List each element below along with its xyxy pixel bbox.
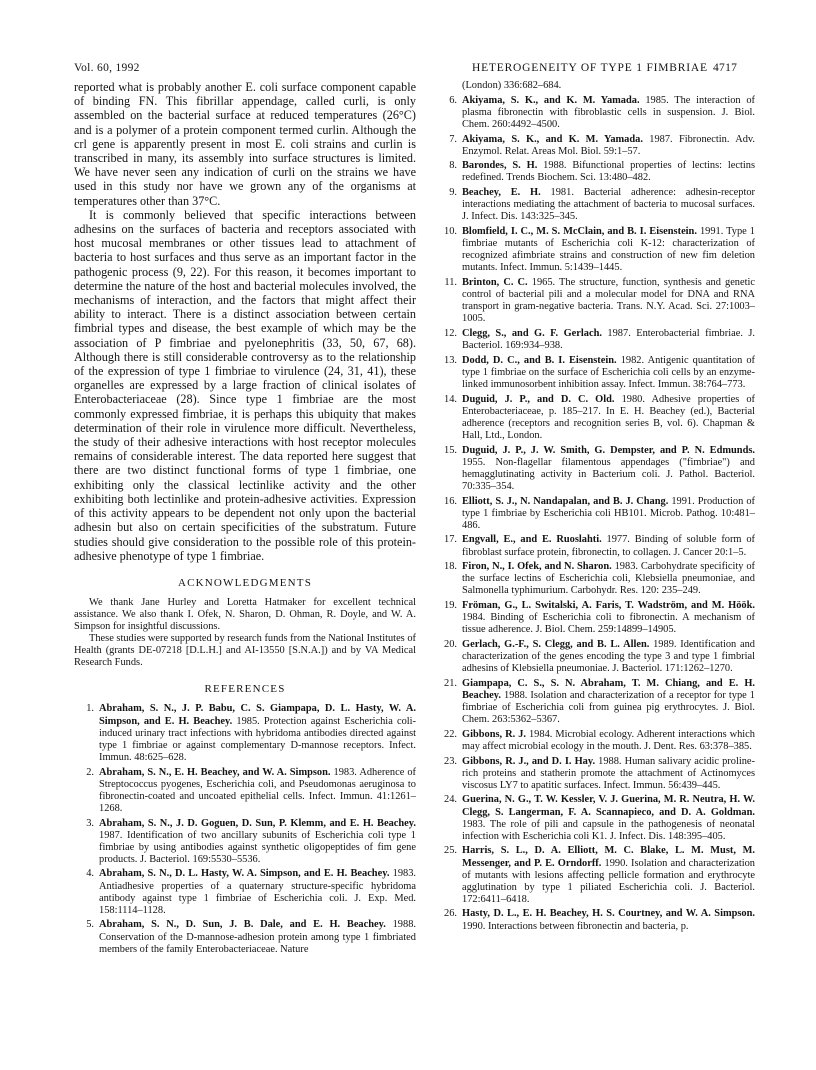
reference-number: 10. bbox=[444, 226, 457, 237]
reference-text bbox=[462, 328, 755, 352]
reference-text bbox=[99, 919, 416, 955]
reference-item bbox=[437, 756, 755, 792]
reference-details: 1991. Production of type 1 fimbriae by Escherichia coli HB101. Microb. Pathog. 10:481–486. bbox=[462, 495, 755, 531]
reference-details: 1977. Binding of soluble form of fibroblast surface protein, fibronectin, to collagen. J. Cancer 20:1–5. bbox=[462, 534, 755, 558]
reference-details: 1980. Adhesive properties of Enterobacteriaceae, p. 185–217. In E. H. Beachey (ed.), Bacterial adherence (receptors and recognition series B, vol. 6). Chapman & Hall, Ltd., London. bbox=[462, 393, 755, 441]
reference-number: 1. bbox=[86, 703, 94, 715]
reference-item bbox=[437, 678, 755, 726]
reference-item bbox=[437, 496, 755, 532]
reference-item bbox=[437, 226, 755, 274]
body-paragraph-2: It is commonly believed that specific interactions between adhesins on the surfaces of bacteria and receptors associated with host mucosal membranes or other tissues lead to attachment of bacteria to host surfaces and thus serve as an important factor in the pathogenic process (9, 22). For this reason, it becomes important to determine the nature of the host and bacterial molecules involved, the mechanisms of interaction, and the factors that might affect their ability to interact. There is a distinct association between certain fimbrial types and disease, the best example of which may be the association of P fimbriae and pyelonephritis (33, 50, 67, 68). Although there is still considerable controversy as to the relationship of the expression of type 1 fimbriae to virulence (24, 31, 41), these organelles are expressed by a large fraction of clinical isolates of Enterobacteriaceae (28). Since type 1 fimbriae are the most commonly expressed fimbriae, it is perhaps this ubiquity that makes determination of their role in virulence more difficult. Nevertheless, the study of their adhesive interactions with host receptor molecules remains of considerable interest. The data reported here suggest that there are two distinct functional forms of type 1 fimbriae, one exhibiting only the classical lectinlike activity and the other exhibiting both lectinlike and protein-adhesive activities. Expression of this activity appears to be dependent not only upon the bacterial adhesin but also on certain specificities of the substratum. Future studies should give consideration to the possible role of this protein-adhesive phenotype of type 1 fimbriae. bbox=[74, 207, 416, 563]
reference-authors: Engvall, E., and E. Ruoslahti. bbox=[462, 534, 602, 546]
reference-details: 1984. Microbial ecology. Adherent interactions which may affect microbial ecology in the mouth. J. Dent. Res. 63:378–385. bbox=[462, 728, 755, 752]
reference-details: 1985. Protection against Escherichia coli-induced urinary tract infections with hybridoma antibodies directed against type 1 fimbriae or against complementary D-mannose receptors. Infect. Immun. 48:625–628. bbox=[99, 715, 416, 763]
reference-number: 21. bbox=[444, 677, 457, 689]
reference-item bbox=[437, 600, 755, 636]
reference-text bbox=[462, 160, 755, 184]
reference-list-left bbox=[74, 703, 416, 955]
reference-details: 1987. Identification of two ancillary subunits of Escherichia coli type 1 fimbriae by using antibodies against synthetic oligopeptides of fim gene products. J. Bacteriol. 169:5530–5536. bbox=[99, 829, 416, 865]
reference-details: 1990. Isolation and characterization of mutants with lesions affecting pellicle formation and erythrocyte agglutination by type 1 piliated Escherichia coli. J. Bacteriol. 172:6411–6418. bbox=[462, 857, 755, 905]
reference-details: 1965. The structure, function, synthesis and genetic control of bacterial pili and a molecular model for DNA and RNA transport in gram-negative bacteria. Trans. N.Y. Acad. Sci. 27:1003–1005. bbox=[462, 276, 756, 325]
reference-item bbox=[74, 703, 416, 763]
reference-number: 15. bbox=[444, 444, 457, 456]
reference-authors: Abraham, S. N., D. L. Hasty, W. A. Simpson, and E. H. Beachey. bbox=[99, 868, 390, 880]
reference-number: 3. bbox=[86, 817, 94, 829]
reference-number: 8. bbox=[449, 160, 457, 172]
reference-number: 14. bbox=[444, 393, 457, 405]
reference-authors: Blomfield, I. C., M. S. McClain, and B. I. Eisenstein. bbox=[462, 226, 697, 237]
reference-number: 17. bbox=[444, 534, 457, 546]
reference-details: 1991. Type 1 fimbriae mutants of Escherichia coli K-12: characterization of recognized afimbriate strains and construction of new fim deletion mutants. Infect. Immun. 5:1439–1445. bbox=[462, 226, 755, 274]
reference-continuation: (London) 336:682–684. bbox=[462, 80, 562, 91]
reference-text bbox=[462, 496, 755, 532]
reference-authors: Gibbons, R. J. bbox=[462, 728, 526, 740]
reference-authors: Abraham, S. N., J. D. Goguen, D. Sun, P. Klemm, and E. H. Beachey. bbox=[99, 817, 416, 829]
reference-item bbox=[437, 134, 755, 158]
reference-number: 26. bbox=[444, 908, 457, 920]
body-paragraph-1: reported what is probably another E. coli surface component capable of binding FN. This fibrillar appendage, called curli, is only assembled on the bacterial surface at reduced temperatures (26°C) and is a polymer of a protein component termed curlin. Although the crl gene is apparently present in most E. coli strains and curlin is transcribed in many, its assembly into surface structures is limited. We have never seen any indication of curli on the strains we have used in this study nor have we grown any of the organisms at temperatures other than 37°C. bbox=[74, 80, 416, 208]
reference-authors: Akiyama, S. K., and K. M. Yamada. bbox=[462, 94, 640, 106]
reference-text bbox=[99, 818, 416, 866]
reference-details: 1985. The interaction of plasma fibronectin with fibroblastic cells in suspension. J. Biol. Chem. 260:4492–4500. bbox=[462, 94, 755, 130]
reference-number: 22. bbox=[444, 728, 457, 740]
reference-item bbox=[437, 394, 755, 442]
reference-details: 1984. Binding of Escherichia coli to fibronectin. A mechanism of tissue adherence. J. Biol. Chem. 259:14899–14905. bbox=[462, 612, 755, 636]
reference-item bbox=[437, 908, 755, 932]
reference-text bbox=[99, 868, 416, 916]
reference-details: 1983. The role of pili and capsule in the pathogenesis of neonatal infection with Escherichia coli K1. J. Infect. Dis. 148:395–405. bbox=[462, 818, 755, 842]
reference-item bbox=[437, 445, 755, 493]
reference-authors: Brinton, C. C. bbox=[462, 276, 528, 288]
reference-authors: Fröman, G., L. Switalski, A. Faris, T. Wadström, and M. Höök. bbox=[462, 600, 755, 612]
reference-text bbox=[462, 394, 755, 442]
reference-text bbox=[462, 639, 755, 675]
reference-text bbox=[462, 845, 755, 905]
reference-text bbox=[462, 729, 755, 753]
reference-number: 11. bbox=[444, 276, 457, 288]
reference-item bbox=[437, 187, 755, 223]
reference-details: 1988. Bifunctional properties of lectins: lectins redefined. Trends Biochem. Sci. 13:480–482. bbox=[462, 160, 755, 184]
reference-item bbox=[437, 277, 755, 325]
reference-details: 1987. Fibronectin. Adv. Enzymol. Relat. Areas Mol. Biol. 59:1–57. bbox=[462, 133, 756, 157]
reference-text bbox=[99, 703, 416, 763]
running-header-title: HETEROGENEITY OF TYPE 1 FIMBRIAE bbox=[472, 62, 708, 74]
reference-details: 1983. Adherence of Streptococcus pyogenes, Escherichia coli, and Pseudomonas aeruginosa to fibronectin-coated and uncoated epithelial cells. Infect. Immun. 41:1261–1268. bbox=[99, 766, 416, 814]
reference-details: 1955. Non-flagellar filamentous appendages ("fimbriae") and hemagglutinating activity in Bacterium coli. J. Pathol. Bacteriol. 70:335–354. bbox=[462, 456, 755, 492]
reference-text bbox=[462, 756, 755, 792]
reference-authors: Gibbons, R. J., and D. I. Hay. bbox=[462, 755, 596, 767]
reference-text bbox=[462, 187, 755, 223]
reference-details: 1983. Antiadhesive properties of a quaternary structure-specific hybridoma antibody against type 1 fimbriae of Escherichia coli. J. Exp. Med. 158:1114–1128. bbox=[99, 868, 416, 916]
reference-details: 1983. Carbohydrate specificity of the surface lectins of Escherichia coli, Klebsiella pneumoniae, and Salmonella typhimurium. Carbohydr. Res. 120: 235–249. bbox=[462, 561, 755, 597]
reference-text bbox=[462, 534, 755, 558]
reference-text bbox=[462, 908, 755, 932]
reference-authors: Akiyama, S. K., and K. M. Yamada. bbox=[462, 133, 643, 145]
reference-number: 4. bbox=[86, 868, 94, 880]
reference-item bbox=[74, 818, 416, 866]
reference-text bbox=[462, 277, 755, 325]
running-header-volume: Vol. 60, 1992 bbox=[74, 62, 140, 74]
page-number: 4717 bbox=[713, 62, 738, 74]
reference-authors: Harris, S. L., D. A. Elliott, M. C. Blake, L. M. Must, M. Messenger, and P. E. Orndorff. bbox=[462, 845, 755, 869]
reference-number: 5. bbox=[86, 919, 94, 931]
reference-number: 13. bbox=[444, 354, 457, 366]
reference-text bbox=[462, 355, 755, 391]
reference-text bbox=[462, 134, 755, 158]
reference-item bbox=[437, 160, 755, 184]
reference-authors: Duguid, J. P., and D. C. Old. bbox=[462, 393, 615, 405]
reference-item bbox=[437, 794, 755, 842]
reference-details: 1990. Interactions between fibronectin and bacteria, p. bbox=[462, 920, 689, 932]
reference-item bbox=[437, 95, 755, 131]
reference-details: 1988. Conservation of the D-mannose-adhesion protein among type 1 fimbriated members of the family Enterobacteriaceae. Nature bbox=[99, 919, 416, 955]
reference-details: 1982. Antigenic quantitation of type 1 fimbriae on the surface of Escherichia coli cells by an enzyme-linked immunosorbent inhibition assay. Infect. Immun. 38:764–773. bbox=[462, 354, 755, 390]
references-heading: REFERENCES bbox=[204, 683, 286, 696]
reference-details: 1987. Enterobacterial fimbriae. J. Bacteriol. 169:934–938. bbox=[462, 327, 755, 352]
reference-number: 20. bbox=[444, 638, 457, 650]
reference-text bbox=[462, 561, 755, 597]
acknowledgments-paragraph-1: We thank Jane Hurley and Loretta Hatmaker for excellent technical assistance. We also thank I. Ofek, N. Sharon, D. Ohman, R. Doyle, and W. A. Simpson for insightful discussions. bbox=[74, 596, 416, 633]
reference-authors: Duguid, J. P., J. W. Smith, G. Dempster, and P. N. Edmunds. bbox=[462, 444, 755, 456]
reference-number: 19. bbox=[444, 600, 457, 612]
reference-number: 2. bbox=[86, 766, 94, 778]
reference-item bbox=[74, 919, 416, 955]
reference-number: 12. bbox=[444, 327, 457, 339]
reference-item bbox=[437, 328, 755, 352]
reference-authors: Elliott, S. J., N. Nandapalan, and B. J. Chang. bbox=[462, 495, 669, 507]
reference-text bbox=[462, 678, 755, 726]
reference-number: 16. bbox=[444, 495, 457, 507]
reference-text bbox=[462, 95, 755, 131]
reference-number: 7. bbox=[449, 133, 457, 145]
reference-item bbox=[437, 561, 755, 597]
reference-authors: Dodd, D. C., and B. I. Eisenstein. bbox=[462, 354, 617, 366]
reference-authors: Abraham, S. N., D. Sun, J. B. Dale, and E. H. Beachey. bbox=[99, 919, 386, 931]
reference-number: 23. bbox=[444, 755, 457, 767]
reference-text bbox=[462, 600, 755, 636]
reference-number: 9. bbox=[449, 187, 457, 199]
reference-item bbox=[437, 534, 755, 558]
reference-text bbox=[462, 226, 755, 274]
reference-item bbox=[74, 868, 416, 916]
reference-item bbox=[74, 767, 416, 815]
reference-details: 1989. Identification and characterization of the genes encoding the type 3 and type 1 fimbrial adhesins of Klebsiella pneumoniae. J. Bacteriol. 171:1262–1270. bbox=[462, 638, 755, 675]
reference-text bbox=[462, 445, 755, 493]
reference-details: 1988. Human salivary acidic proline-rich proteins and statherin promote the attachment of Actinomyces viscosus LY7 to apatitic surfaces. Infect. Immun. 56:439–445. bbox=[462, 755, 756, 791]
reference-authors: Abraham, S. N., J. P. Babu, C. S. Giampapa, D. L. Hasty, W. A. Simpson, and E. H. Beachey. bbox=[99, 703, 416, 727]
reference-authors: Hasty, D. L., E. H. Beachey, H. S. Courtney, and W. A. Simpson. bbox=[462, 908, 755, 920]
reference-authors: Abraham, S. N., E. H. Beachey, and W. A. Simpson. bbox=[99, 766, 331, 778]
acknowledgments-heading: ACKNOWLEDGMENTS bbox=[177, 576, 313, 589]
left-column bbox=[74, 80, 416, 958]
reference-item bbox=[437, 355, 755, 391]
reference-item bbox=[437, 845, 755, 905]
reference-text bbox=[462, 794, 755, 842]
reference-authors: Beachey, E. H. bbox=[462, 187, 541, 199]
right-column bbox=[437, 80, 755, 935]
reference-item bbox=[437, 729, 755, 753]
reference-authors: Barondes, S. H. bbox=[462, 160, 538, 172]
reference-number: 18. bbox=[444, 561, 457, 573]
reference-details: 1988. Isolation and characterization of a receptor for type 1 fimbriae of Escherichia coli from guinea pig erythrocytes. J. Biol. Chem. 263:5362–5367. bbox=[462, 689, 755, 726]
reference-authors: Guerina, N. G., T. W. Kessler, V. J. Guerina, M. R. Neutra, H. W. Clegg, S. Langerman, F. A. Scannapieco, and D. A. Goldman. bbox=[462, 794, 755, 818]
reference-text bbox=[99, 767, 416, 815]
reference-number: 25. bbox=[444, 845, 457, 857]
reference-details: 1981. Bacterial adherence: adhesin-receptor interactions mediating the attachment of bacteria to mucosal surfaces. J. Infect. Dis. 143:325–345. bbox=[462, 187, 755, 223]
reference-authors: Giampapa, C. S., S. N. Abraham, T. M. Chiang, and E. H. Beachey. bbox=[462, 677, 755, 701]
acknowledgments-paragraph-2: These studies were supported by research funds from the National Institutes of Health (grants DE-07218 [D.L.H.] and AI-13550 [S.N.A.]) and by VA Medical Research Funds. bbox=[74, 633, 416, 669]
reference-number: 24. bbox=[444, 794, 457, 806]
reference-authors: Clegg, S., and G. F. Gerlach. bbox=[462, 327, 602, 339]
reference-authors: Gerlach, G.-F., S. Clegg, and B. L. Allen. bbox=[462, 638, 650, 650]
reference-authors: Firon, N., I. Ofek, and N. Sharon. bbox=[462, 561, 612, 573]
reference-item bbox=[437, 639, 755, 675]
reference-list-right bbox=[437, 95, 755, 933]
reference-number: 6. bbox=[449, 94, 457, 106]
